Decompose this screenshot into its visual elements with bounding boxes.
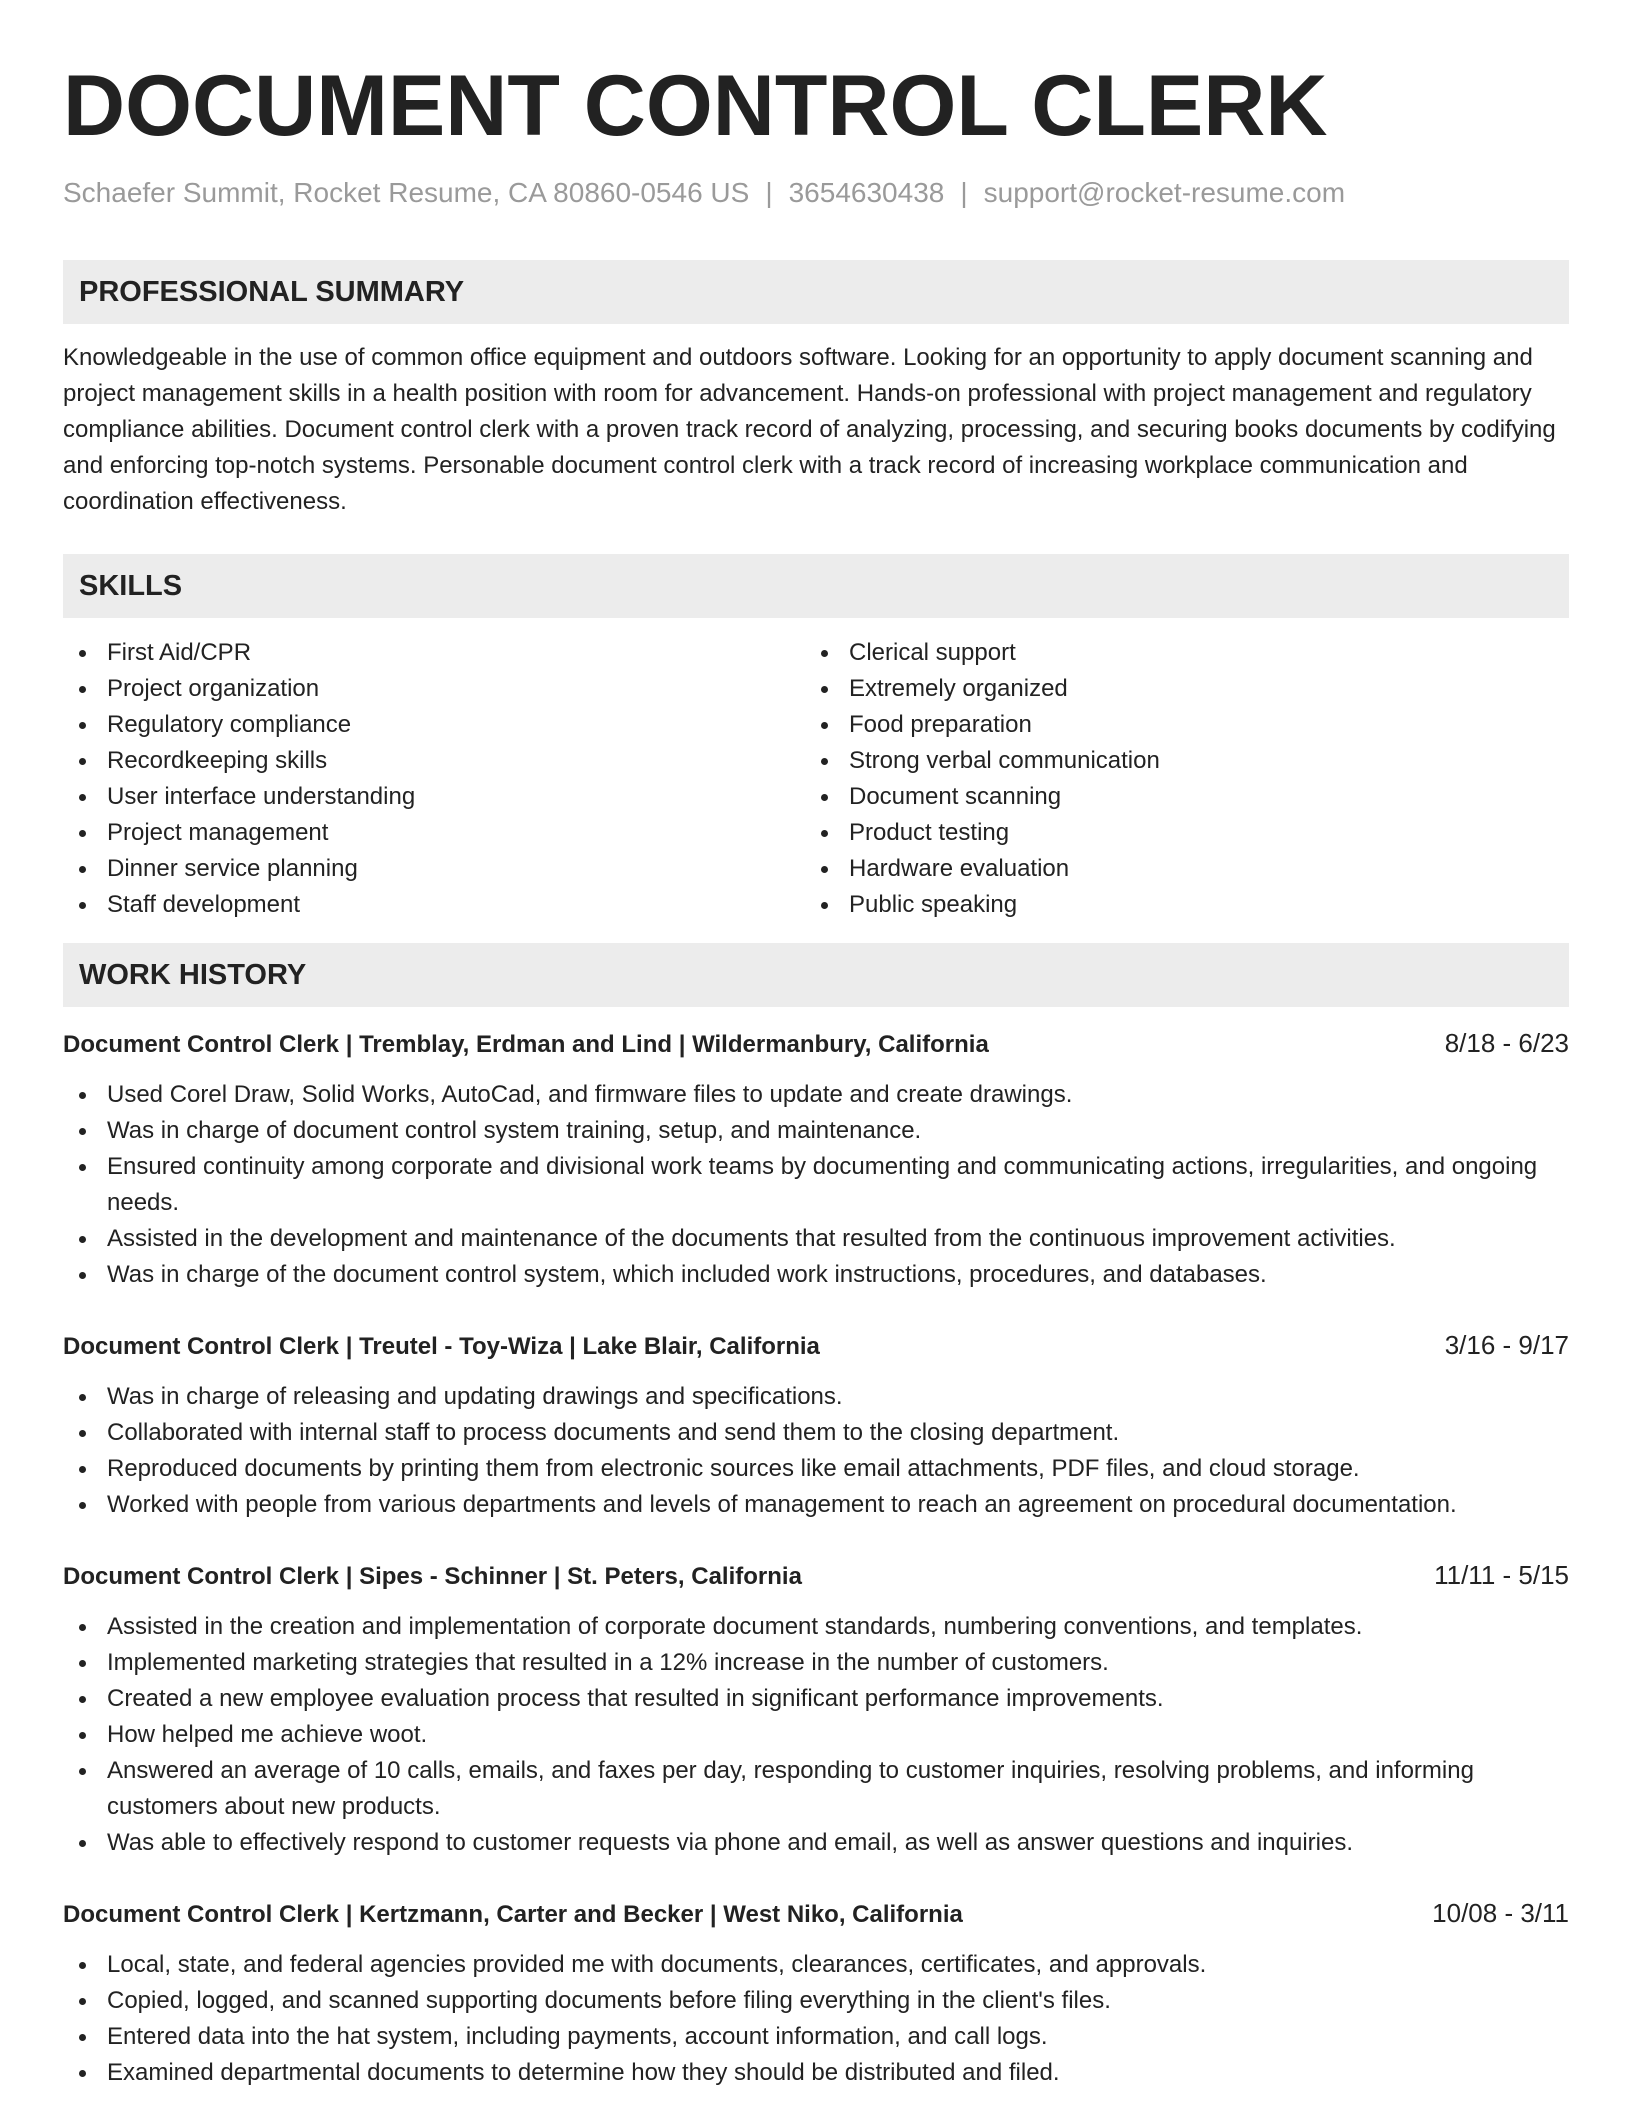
- job-bullet: Entered data into the hat system, including payments, account information, and call logs.: [63, 2019, 1569, 2055]
- job-entry: [63, 1557, 1569, 1861]
- skill-item: Recordkeeping skills: [63, 743, 805, 779]
- contact-address: Schaefer Summit, Rocket Resume, CA 80860-0546 US: [63, 177, 750, 208]
- skills-list-right: [805, 635, 1547, 923]
- job-dates: 10/08 - 3/11: [1432, 1898, 1569, 1928]
- job-bullet: Was in charge of releasing and updating drawings and specifications.: [63, 1379, 1569, 1415]
- job-bullet: Answered an average of 10 calls, emails, and faxes per day, responding to customer inquiries, resolving problems, and informing customers about new products.: [63, 1753, 1569, 1825]
- skill-item: Extremely organized: [805, 671, 1547, 707]
- skill-item: Product testing: [805, 815, 1547, 851]
- skill-item: Regulatory compliance: [63, 707, 805, 743]
- contact-separator: |: [960, 177, 968, 208]
- contact-email: support@rocket-resume.com: [983, 177, 1346, 208]
- skills-grid: [63, 635, 1569, 923]
- job-title-row: [63, 1327, 1569, 1365]
- job-dates: 8/18 - 6/23: [1444, 1028, 1569, 1058]
- job-title-row: [63, 1557, 1569, 1595]
- job-bullet-list: [63, 1379, 1569, 1523]
- job-bullet: Used Corel Draw, Solid Works, AutoCad, and firmware files to update and create drawings.: [63, 1077, 1569, 1113]
- job-bullet: Copied, logged, and scanned supporting documents before filing everything in the client's files.: [63, 1983, 1569, 2019]
- job-bullet: Implemented marketing strategies that resulted in a 12% increase in the number of customers.: [63, 1645, 1569, 1681]
- skill-item: Project organization: [63, 671, 805, 707]
- contact-phone: 3654630438: [788, 177, 945, 208]
- job-title: Document Control Clerk | Tremblay, Erdman and Lind | Wildermanbury, California: [63, 1031, 989, 1058]
- job-title-row: [63, 1025, 1569, 1063]
- job-bullet: Ensured continuity among corporate and divisional work teams by documenting and communicating actions, irregularities, and ongoing needs.: [63, 1149, 1569, 1221]
- job-bullet: Examined departmental documents to determine how they should be distributed and filed.: [63, 2055, 1569, 2091]
- skill-item: Food preparation: [805, 707, 1547, 743]
- job-bullet: Created a new employee evaluation process that resulted in significant performance improvements.: [63, 1681, 1569, 1717]
- job-bullet: Collaborated with internal staff to process documents and send them to the closing department.: [63, 1415, 1569, 1451]
- job-title: Document Control Clerk | Kertzmann, Carter and Becker | West Niko, California: [63, 1901, 963, 1928]
- job-bullet: Assisted in the creation and implementation of corporate document standards, numbering conventions, and templates.: [63, 1609, 1569, 1645]
- skill-item: Hardware evaluation: [805, 851, 1547, 887]
- job-bullet: Worked with people from various departments and levels of management to reach an agreement on procedural documentation.: [63, 1487, 1569, 1523]
- skill-item: Dinner service planning: [63, 851, 805, 887]
- job-bullet: Reproduced documents by printing them from electronic sources like email attachments, PDF files, and cloud storage.: [63, 1451, 1569, 1487]
- work-history-heading: WORK HISTORY: [63, 943, 1569, 1007]
- skill-item: User interface understanding: [63, 779, 805, 815]
- job-title: Document Control Clerk | Sipes - Schinner | St. Peters, California: [63, 1563, 802, 1590]
- job-dates: 3/16 - 9/17: [1444, 1330, 1569, 1360]
- resume-name: DOCUMENT CONTROL CLERK: [63, 58, 1328, 154]
- summary-text: Knowledgeable in the use of common office equipment and outdoors software. Looking for an opportunity to apply document scanning and project management skills in a health position with room for advancement. Hands-on professional with project management and regulatory compliance abilities. Document control clerk with a proven track record of analyzing, processing, and securing books documents by codifying and enforcing top-notch systems. Personable document control clerk with a track record of increasing workplace communication and coordination effectiveness.: [63, 344, 1556, 515]
- job-bullet: Was able to effectively respond to customer requests via phone and email, as well as answer questions and inquiries.: [63, 1825, 1569, 1861]
- contact-line: [63, 176, 1569, 210]
- skill-item: Project management: [63, 815, 805, 851]
- skill-item: Public speaking: [805, 887, 1547, 923]
- job-bullet-list: [63, 1609, 1569, 1861]
- skills-heading: SKILLS: [63, 554, 1569, 618]
- job-bullet: Was in charge of the document control system, which included work instructions, procedures, and databases.: [63, 1257, 1569, 1293]
- work-history-list: [63, 1025, 1569, 2091]
- skills-list-left: [63, 635, 805, 923]
- job-bullet: How helped me achieve woot.: [63, 1717, 1569, 1753]
- job-title: Document Control Clerk | Treutel - Toy-Wiza | Lake Blair, California: [63, 1333, 820, 1360]
- job-dates: 11/11 - 5/15: [1434, 1560, 1569, 1590]
- summary-heading: PROFESSIONAL SUMMARY: [63, 260, 1569, 324]
- job-bullet: Was in charge of document control system training, setup, and maintenance.: [63, 1113, 1569, 1149]
- job-entry: [63, 1895, 1569, 2091]
- skill-item: Strong verbal communication: [805, 743, 1547, 779]
- skill-item: First Aid/CPR: [63, 635, 805, 671]
- job-bullet: Assisted in the development and maintenance of the documents that resulted from the continuous improvement activities.: [63, 1221, 1569, 1257]
- job-title-row: [63, 1895, 1569, 1933]
- job-entry: [63, 1025, 1569, 1293]
- job-bullet-list: [63, 1947, 1569, 2091]
- job-bullet: Local, state, and federal agencies provided me with documents, clearances, certificates, and approvals.: [63, 1947, 1569, 1983]
- skill-item: Document scanning: [805, 779, 1547, 815]
- job-entry: [63, 1327, 1569, 1523]
- contact-separator: |: [765, 177, 773, 208]
- skill-item: Staff development: [63, 887, 805, 923]
- skill-item: Clerical support: [805, 635, 1547, 671]
- job-bullet-list: [63, 1077, 1569, 1293]
